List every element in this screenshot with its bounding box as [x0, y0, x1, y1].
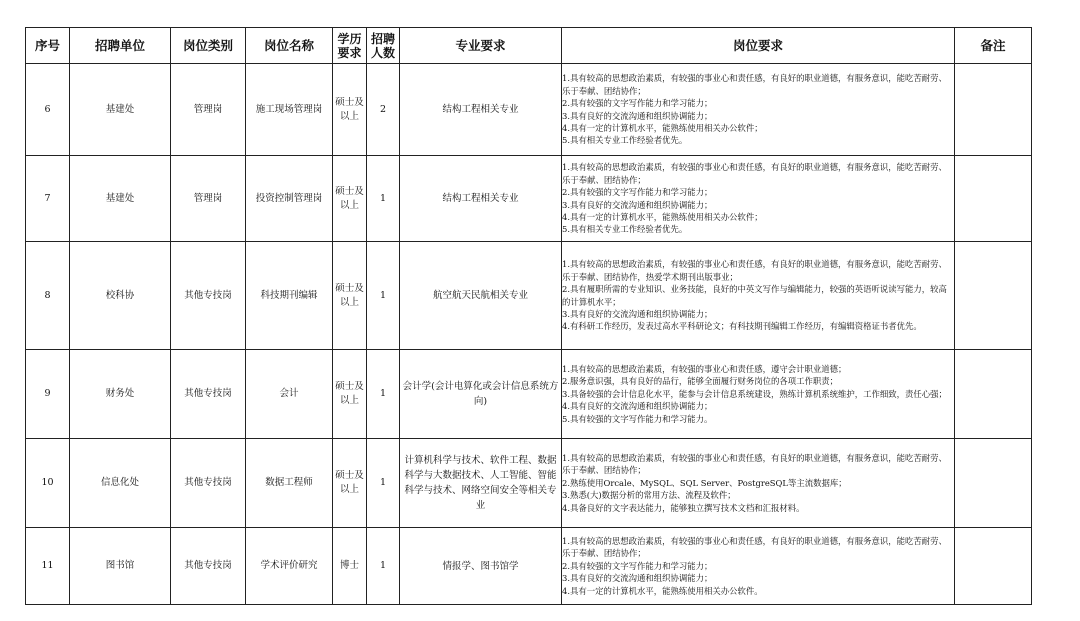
header-unit: 招聘单位	[70, 28, 171, 64]
cell-requirements: 1.具有较高的思想政治素质，有较强的事业心和责任感，遵守会计职业道德； 2.服务意识强，具有良好的品行，能够全面履行财务岗位的各项工作职责； 3.具备较强的会计信息化水平，能参与会计信息系统建设，熟练计算机系统维护，工作细致，责任心强； 4.具有良好的交流沟通和组织协调能力； 5.具有较强的文字写作能力和学习能力。	[562, 350, 955, 439]
cell-remark	[955, 528, 1032, 605]
cell-position: 施工现场管理岗	[246, 64, 333, 156]
cell-category: 其他专技岗	[171, 350, 246, 439]
cell-remark	[955, 350, 1032, 439]
cell-no: 11	[26, 528, 70, 605]
cell-unit: 基建处	[70, 64, 171, 156]
cell-major: 计算机科学与技术、软件工程、数据科学与大数据技术、人工智能、智能科学与技术、网络空间安全等相关专业	[400, 439, 562, 528]
cell-education: 博士	[333, 528, 367, 605]
cell-major: 情报学、图书馆学	[400, 528, 562, 605]
recruitment-table	[25, 27, 1032, 605]
cell-position: 数据工程师	[246, 439, 333, 528]
table-header-row	[26, 28, 1032, 64]
header-education: 学历要求	[333, 28, 367, 64]
cell-unit: 财务处	[70, 350, 171, 439]
cell-count: 1	[367, 242, 400, 350]
cell-remark	[955, 64, 1032, 156]
header-count: 招聘人数	[367, 28, 400, 64]
cell-position: 科技期刊编辑	[246, 242, 333, 350]
cell-requirements: 1.具有较高的思想政治素质，有较强的事业心和责任感，有良好的职业道德，有服务意识，能吃苦耐劳、乐于奉献、团结协作； 2.具有较强的文字写作能力和学习能力； 3.具有良好的交流沟通和组织协调能力； 4.具有一定的计算机水平，能熟练使用相关办公软件。	[562, 528, 955, 605]
cell-count: 1	[367, 439, 400, 528]
cell-category: 其他专技岗	[171, 439, 246, 528]
table-row	[26, 350, 1032, 439]
cell-category: 其他专技岗	[171, 528, 246, 605]
cell-major: 结构工程相关专业	[400, 64, 562, 156]
table-row	[26, 156, 1032, 242]
cell-count: 1	[367, 528, 400, 605]
cell-count: 1	[367, 156, 400, 242]
cell-position: 投资控制管理岗	[246, 156, 333, 242]
cell-category: 管理岗	[171, 64, 246, 156]
cell-requirements: 1.具有较高的思想政治素质，有较强的事业心和责任感，有良好的职业道德，有服务意识，能吃苦耐劳、乐于奉献、团结协作； 2.具有较强的文字写作能力和学习能力； 3.具有良好的交流沟通和组织协调能力； 4.具有一定的计算机水平，能熟练使用相关办公软件； 5.具有相关专业工作经验者优先。	[562, 64, 955, 156]
table-row	[26, 439, 1032, 528]
cell-no: 9	[26, 350, 70, 439]
cell-count: 2	[367, 64, 400, 156]
cell-requirements: 1.具有较高的思想政治素质，有较强的事业心和责任感，有良好的职业道德，有服务意识，能吃苦耐劳、乐于奉献、团结协作，热爱学术期刊出版事业； 2.具有履职所需的专业知识、业务技能，良好的中英文写作与编辑能力，较强的英语听说读写能力，较高的计算机水平； 3.具有良好的交流沟通和组织协调能力； 4.有科研工作经历，发表过高水平科研论文；有科技期刊编辑工作经历，有编辑资格证书者优先。	[562, 242, 955, 350]
cell-unit: 图书馆	[70, 528, 171, 605]
header-category: 岗位类别	[171, 28, 246, 64]
cell-requirements: 1.具有较高的思想政治素质，有较强的事业心和责任感，有良好的职业道德，有服务意识，能吃苦耐劳、乐于奉献、团结协作； 2.熟练使用Orcale、MySQL、SQL Server、PostgreSQL等主流数据库； 3.熟悉(大)数据分析的常用方法、流程及软件； 4.具备良好的文字表达能力，能够独立撰写技术文档和汇报材料。	[562, 439, 955, 528]
cell-count: 1	[367, 350, 400, 439]
cell-remark	[955, 156, 1032, 242]
cell-category: 管理岗	[171, 156, 246, 242]
cell-education: 硕士及以上	[333, 156, 367, 242]
cell-education: 硕士及以上	[333, 439, 367, 528]
header-remark: 备注	[955, 28, 1032, 64]
cell-no: 6	[26, 64, 70, 156]
cell-unit: 校科协	[70, 242, 171, 350]
cell-remark	[955, 439, 1032, 528]
cell-remark	[955, 242, 1032, 350]
table-row	[26, 242, 1032, 350]
cell-no: 8	[26, 242, 70, 350]
header-major: 专业要求	[400, 28, 562, 64]
header-no: 序号	[26, 28, 70, 64]
cell-no: 10	[26, 439, 70, 528]
cell-unit: 基建处	[70, 156, 171, 242]
cell-unit: 信息化处	[70, 439, 171, 528]
cell-position: 学术评价研究	[246, 528, 333, 605]
cell-education: 硕士及以上	[333, 350, 367, 439]
cell-major: 结构工程相关专业	[400, 156, 562, 242]
cell-major: 航空航天民航相关专业	[400, 242, 562, 350]
cell-no: 7	[26, 156, 70, 242]
cell-requirements: 1.具有较高的思想政治素质，有较强的事业心和责任感，有良好的职业道德，有服务意识，能吃苦耐劳、乐于奉献、团结协作； 2.具有较强的文字写作能力和学习能力； 3.具有良好的交流沟通和组织协调能力； 4.具有一定的计算机水平，能熟练使用相关办公软件； 5.具有相关专业工作经验者优先。	[562, 156, 955, 242]
cell-major: 会计学(会计电算化或会计信息系统方向)	[400, 350, 562, 439]
header-requirements: 岗位要求	[562, 28, 955, 64]
cell-education: 硕士及以上	[333, 242, 367, 350]
table-row	[26, 528, 1032, 605]
cell-education: 硕士及以上	[333, 64, 367, 156]
cell-position: 会计	[246, 350, 333, 439]
cell-category: 其他专技岗	[171, 242, 246, 350]
header-position: 岗位名称	[246, 28, 333, 64]
table-row	[26, 64, 1032, 156]
